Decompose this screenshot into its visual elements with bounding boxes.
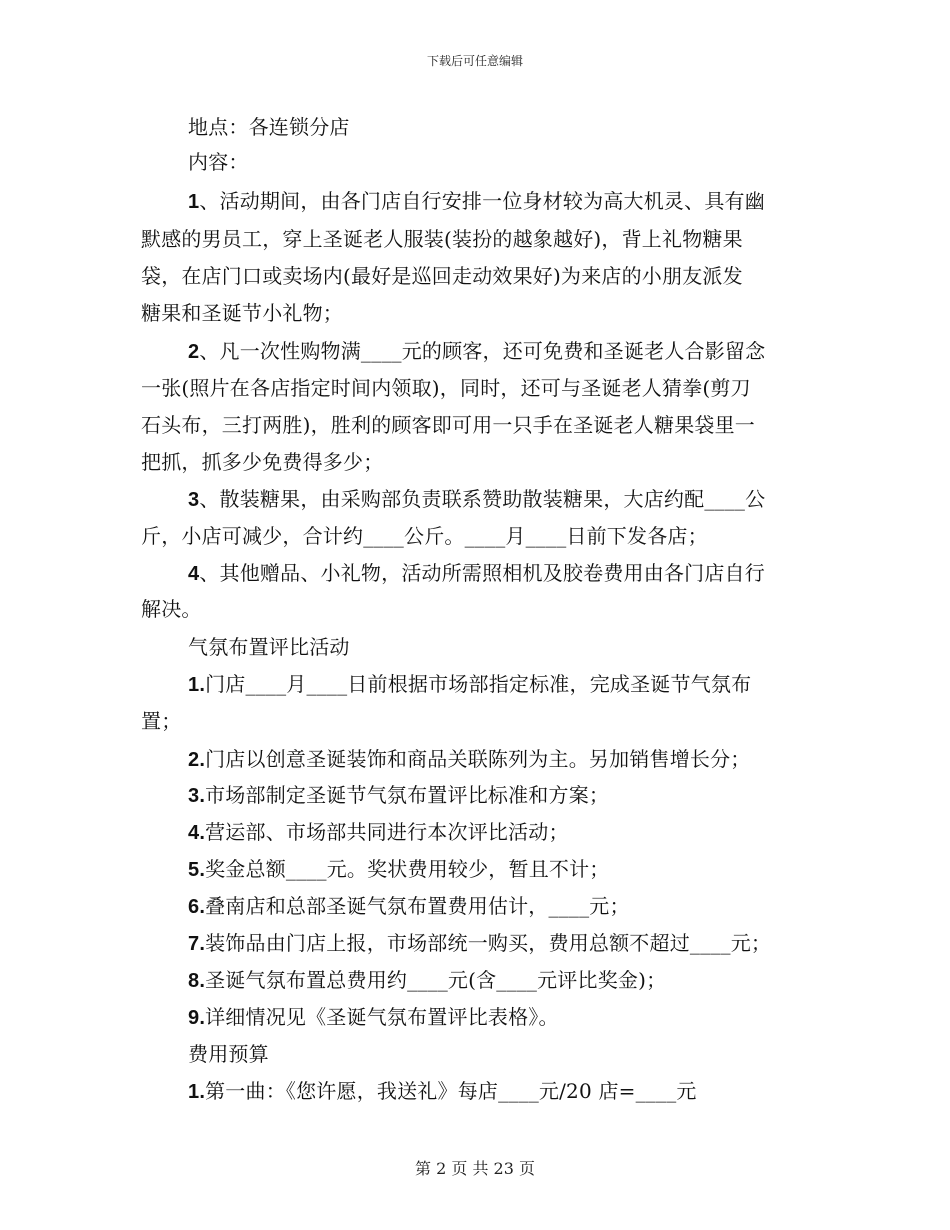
section2-item4 — [188, 818, 569, 847]
item-number: 1 — [188, 191, 200, 213]
section2-item8 — [188, 966, 666, 995]
item-number: 3 — [188, 489, 200, 511]
item1-line2: 默感的男员工，穿上圣诞老人服装(装扮的越象越好)，背上礼物糖果 — [141, 227, 743, 251]
item-number: 5. — [188, 859, 206, 881]
item2-line2: 一张(照片在各店指定时间内领取)，同时，还可与圣诞老人猜拳(剪刀 — [141, 376, 751, 400]
item-number: 2 — [188, 341, 200, 363]
item1-line3: 袋，在店门口或卖场内(最好是巡回走动效果好)为来店的小朋友派发 — [141, 264, 743, 288]
section2-item2 — [188, 745, 751, 774]
item-number: 4 — [188, 563, 200, 585]
item-text: 奖金总额____元。奖状费用较少，暂且不计； — [205, 857, 610, 881]
item2-line4: 把抓，抓多少免费得多少； — [141, 450, 384, 474]
section2-item5 — [188, 855, 610, 884]
section2-item1-line1 — [188, 670, 751, 699]
item-text: 圣诞气氛布置总费用约____元(含____元评比奖金)； — [205, 968, 667, 992]
item-number: 9. — [188, 1007, 206, 1029]
item-text: 、活动期间，由各门店自行安排一位身材较为高大机灵、具有幽 — [199, 189, 765, 213]
item-text: 装饰品由门店上报，市场部统一购买，费用总额不超过____元； — [205, 931, 772, 955]
item4-line2: 解决。 — [141, 597, 202, 621]
item-number: 1. — [188, 1081, 206, 1103]
item1-line1 — [188, 187, 765, 216]
item3-line2: 斤，小店可减少，合计约____公斤。____月____日前下发各店； — [141, 524, 708, 548]
section2-title: 气氛布置评比活动 — [188, 635, 350, 659]
item-text: 门店____月____日前根据市场部指定标准，完成圣诞节气氛布 — [205, 672, 752, 696]
item1-line4: 糖果和圣诞节小礼物； — [141, 301, 343, 325]
content-label: 内容： — [188, 150, 249, 174]
location-line: 地点：各连锁分店 — [188, 115, 350, 139]
item-text: 市场部制定圣诞节气氛布置评比标准和方案； — [205, 783, 610, 807]
section2-item6 — [188, 892, 630, 921]
item-text: 、其他赠品、小礼物，活动所需照相机及胶卷费用由各门店自行 — [199, 561, 765, 585]
item2-line3: 石头布，三打两胜)，胜利的顾客即可用一只手在圣诞老人糖果袋里一 — [141, 413, 756, 437]
item-text: 营运部、市场部共同进行本次评比活动； — [205, 820, 569, 844]
item-number: 8. — [188, 970, 206, 992]
item2-line1 — [188, 337, 765, 366]
item-number: 1. — [188, 674, 206, 696]
page-header: 下载后可任意编辑 — [426, 54, 523, 68]
section2-item9 — [188, 1003, 559, 1032]
page-footer: 第 2 页 共 23 页 — [415, 1159, 535, 1178]
item4-line1 — [188, 559, 765, 588]
item-text: 叠南店和总部圣诞气氛布置费用估计，____元； — [205, 894, 630, 918]
item-text: 详细情况见《圣诞气氛布置评比表格》。 — [205, 1005, 559, 1029]
item-text: 门店以创意圣诞装饰和商品关联陈列为主。另加销售增长分； — [205, 747, 751, 771]
section2-item7 — [188, 929, 771, 958]
item-text: 、凡一次性购物满____元的顾客，还可免费和圣诞老人合影留念 — [199, 339, 766, 363]
item-number: 7. — [188, 933, 206, 955]
section3-item1 — [188, 1077, 697, 1106]
item-number: 3. — [188, 785, 206, 807]
item-number: 6. — [188, 896, 206, 918]
item-number: 2. — [188, 749, 206, 771]
item-text: 、散装糖果，由采购部负责联系赞助散装糖果，大店约配____公 — [199, 487, 766, 511]
item-text: 第一曲：《您许愿，我送礼》每店____元/20 店=____元 — [205, 1079, 697, 1103]
item3-line1 — [188, 485, 765, 514]
section3-title: 费用预算 — [188, 1042, 269, 1066]
section2-item3 — [188, 781, 609, 810]
section2-item1-line2: 置； — [141, 709, 182, 733]
item-number: 4. — [188, 822, 206, 844]
